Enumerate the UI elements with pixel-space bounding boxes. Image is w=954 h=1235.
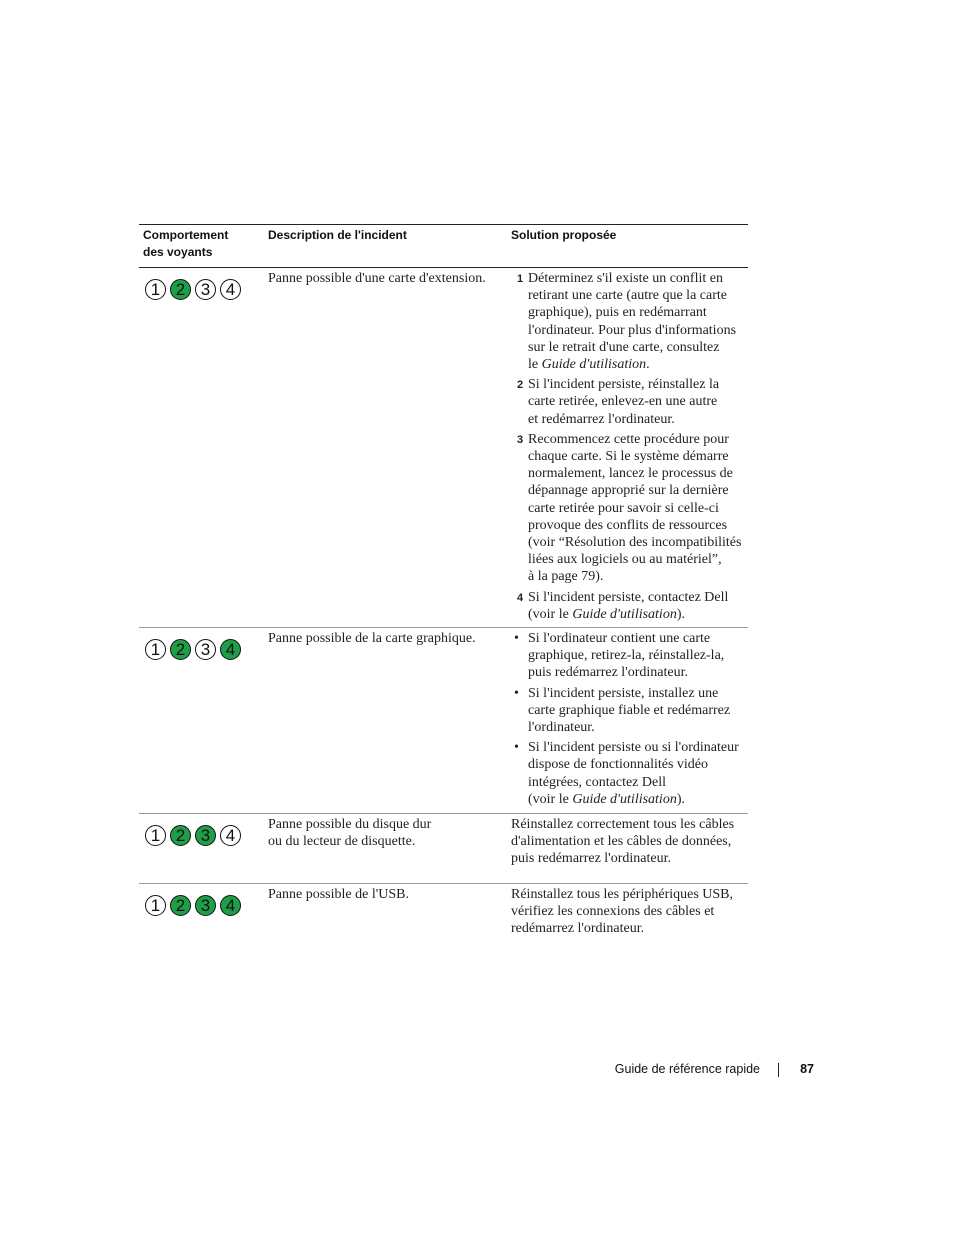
solution-cell bbox=[511, 816, 748, 868]
solution-step bbox=[511, 270, 748, 373]
table-row bbox=[139, 814, 748, 884]
step-number: 3 bbox=[517, 433, 524, 446]
led-pattern bbox=[145, 895, 263, 916]
footer-separator bbox=[778, 1063, 779, 1077]
led-off-icon: 3 bbox=[195, 639, 216, 660]
step-number: 1 bbox=[517, 273, 524, 285]
step-number: 4 bbox=[517, 591, 524, 604]
step-text bbox=[528, 630, 748, 682]
led-off-icon: 4 bbox=[220, 279, 241, 300]
bullet-icon: • bbox=[514, 631, 519, 646]
header-solution: Solution proposée bbox=[511, 228, 617, 242]
solution-bullet bbox=[511, 685, 748, 737]
step-text bbox=[528, 376, 748, 428]
solution-step bbox=[511, 431, 748, 586]
step-text-tail: . bbox=[646, 357, 650, 373]
solution-cell bbox=[511, 886, 748, 938]
led-pattern bbox=[145, 279, 263, 300]
step-text bbox=[528, 270, 748, 373]
led-pattern bbox=[145, 639, 263, 660]
table-header bbox=[139, 224, 748, 268]
step-text-main: Si l'incident persiste, installez une carte graphique fiable et redémarrez l'ordinateur. bbox=[528, 685, 731, 736]
step-text-main: Recommencez cette procédure pour chaque carte. Si le système démarre normalement, lancez le processus de dépannage approprié sur la dernière carte retirée pour savoir si celle-ci provoque des conflits de ressources (voir “Résolution des incompatibilités liées aux logiciels ou au matériel”, à la page 79). bbox=[528, 431, 742, 585]
led-off-icon: 4 bbox=[220, 825, 241, 846]
solution-cell bbox=[511, 270, 748, 626]
table-row bbox=[139, 884, 748, 944]
led-on-icon: 3 bbox=[195, 895, 216, 916]
bullet-icon: • bbox=[514, 740, 519, 756]
led-off-icon: 1 bbox=[145, 895, 166, 916]
step-text-main: Déterminez s'il existe un conflit en retirant une carte (autre que la carte graphique), puis en redémarrant l'ordinateur. Pour plus d'informations sur le retrait d'une carte, consultez le bbox=[528, 271, 737, 373]
solution-text: Réinstallez correctement tous les câbles d'alimentation et les câbles de données, puis redémarrez l'ordinateur. bbox=[511, 817, 735, 867]
page-footer bbox=[600, 1062, 814, 1080]
step-text bbox=[528, 589, 748, 623]
led-off-icon: 3 bbox=[195, 279, 216, 300]
step-text bbox=[528, 739, 748, 808]
step-text bbox=[528, 431, 748, 586]
led-off-icon: 1 bbox=[145, 825, 166, 846]
step-text-main: Si l'incident persiste, réinstallez la carte retirée, enlevez-en une autre et redémarrez l'ordinateur. bbox=[528, 377, 720, 427]
led-on-icon: 2 bbox=[170, 825, 191, 846]
solution-cell bbox=[511, 630, 748, 811]
led-on-icon: 2 bbox=[170, 279, 191, 300]
solution-bullet bbox=[511, 739, 748, 808]
led-pattern bbox=[145, 825, 263, 846]
header-description: Description de l'incident bbox=[268, 228, 407, 242]
step-number: 2 bbox=[517, 379, 524, 392]
step-text-tail: ). bbox=[676, 606, 685, 622]
step-text-tail: ). bbox=[676, 791, 685, 807]
table-row bbox=[139, 628, 748, 814]
page-number: 87 bbox=[800, 1062, 814, 1076]
solution-step bbox=[511, 376, 748, 428]
incident-description: Panne possible du disque dur ou du lecteur de disquette. bbox=[268, 817, 432, 849]
bullet-icon: • bbox=[514, 685, 519, 701]
led-off-icon: 1 bbox=[145, 639, 166, 660]
guide-reference: Guide d'utilisation bbox=[572, 791, 677, 807]
led-on-icon: 4 bbox=[220, 895, 241, 916]
incident-description: Panne possible d'une carte d'extension. bbox=[268, 271, 486, 286]
led-on-icon: 4 bbox=[220, 639, 241, 660]
guide-reference: Guide d'utilisation bbox=[572, 606, 677, 622]
solution-text: Réinstallez tous les périphériques USB, vérifiez les connexions des câbles et redémarrez l'ordinateur. bbox=[511, 887, 734, 937]
table-row bbox=[139, 268, 748, 628]
led-off-icon: 1 bbox=[145, 279, 166, 300]
footer-title: Guide de référence rapide bbox=[614, 1062, 760, 1076]
led-on-icon: 2 bbox=[170, 895, 191, 916]
step-text-main: Si l'incident persiste, contactez Dell (voir le bbox=[528, 589, 729, 622]
troubleshooting-table bbox=[139, 224, 748, 944]
step-text-main: Si l'ordinateur contient une carte graphique, retirez-la, réinstallez-la, puis redémarrez l'ordinateur. bbox=[528, 631, 725, 681]
step-text-main: Si l'incident persiste ou si l'ordinateur dispose de fonctionnalités vidéo intégrées, contactez Dell (voir le bbox=[528, 740, 739, 807]
led-on-icon: 3 bbox=[195, 825, 216, 846]
incident-description: Panne possible de l'USB. bbox=[268, 887, 409, 902]
solution-step bbox=[511, 589, 748, 623]
step-text bbox=[528, 685, 748, 737]
guide-reference: Guide d'utilisation bbox=[541, 357, 647, 373]
solution-bullet bbox=[511, 630, 748, 682]
incident-description: Panne possible de la carte graphique. bbox=[268, 631, 476, 646]
led-on-icon: 2 bbox=[170, 639, 191, 660]
header-leds: Comportement des voyants bbox=[143, 228, 229, 259]
